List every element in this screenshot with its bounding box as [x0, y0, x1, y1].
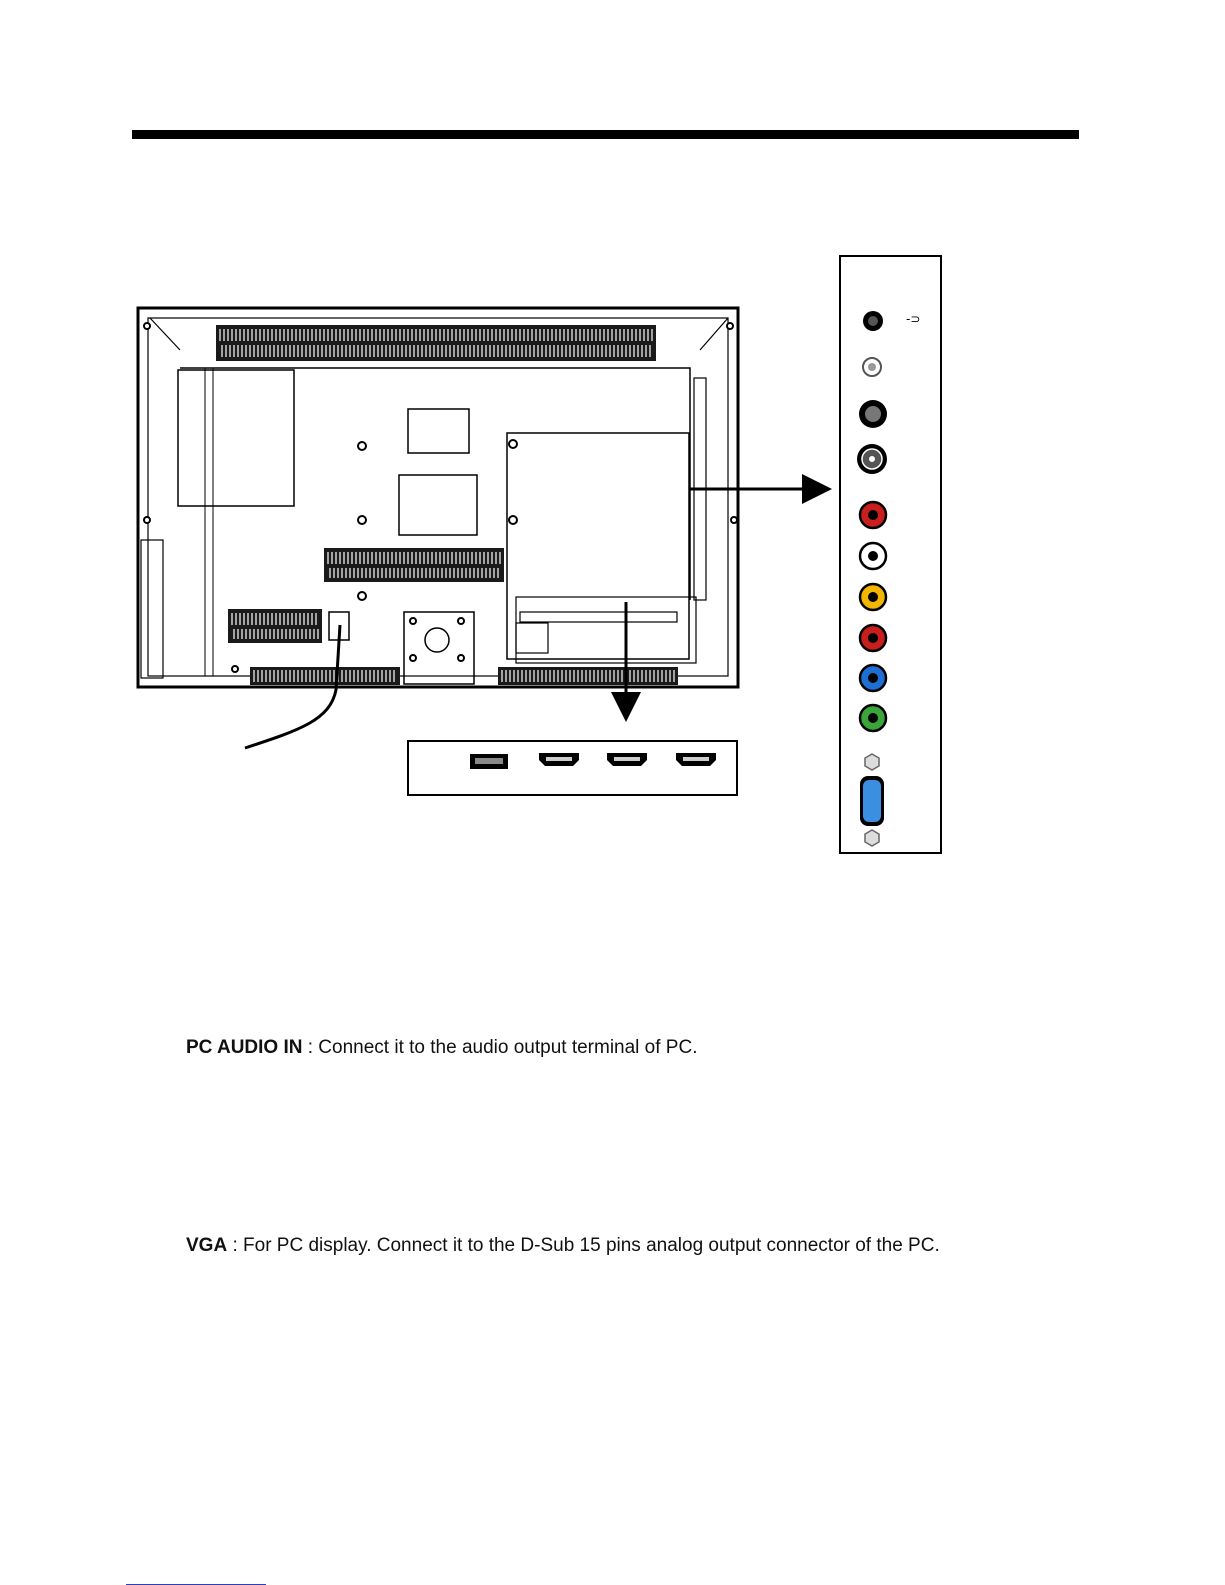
rca-jack-6 [860, 705, 886, 731]
rca-jack-4 [860, 625, 886, 651]
pc-audio-in-description [186, 1038, 697, 1057]
antenna-jack [857, 444, 887, 474]
rca-jack-5 [860, 665, 886, 691]
vga-text: : For PC display. Connect it to the D-Sub 15 pins analog output connector of the PC. [227, 1235, 940, 1256]
pc-audio-in-term: PC AUDIO IN [186, 1037, 303, 1058]
tv-vents [216, 325, 678, 685]
hdmi-port-3 [676, 753, 716, 766]
pc-audio-in-text: : Connect it to the audio output terminal of PC. [302, 1037, 698, 1058]
rca-jack-1 [860, 502, 886, 528]
rca-jack-2 [860, 543, 886, 569]
vga-term: VGA [186, 1235, 228, 1256]
rca-jack-3 [860, 584, 886, 610]
vga-description [186, 1236, 940, 1255]
headphone-icon: -⊃ [906, 312, 921, 326]
headphone-jack [863, 311, 883, 331]
usb-port [470, 754, 508, 769]
hdmi-port-1 [539, 753, 579, 766]
pc-audio-in-jack [863, 358, 881, 376]
side-connector-panel [840, 256, 941, 853]
bottom-connector-panel [408, 741, 737, 795]
coaxial-jack [859, 400, 887, 428]
hdmi-port-2 [607, 753, 647, 766]
